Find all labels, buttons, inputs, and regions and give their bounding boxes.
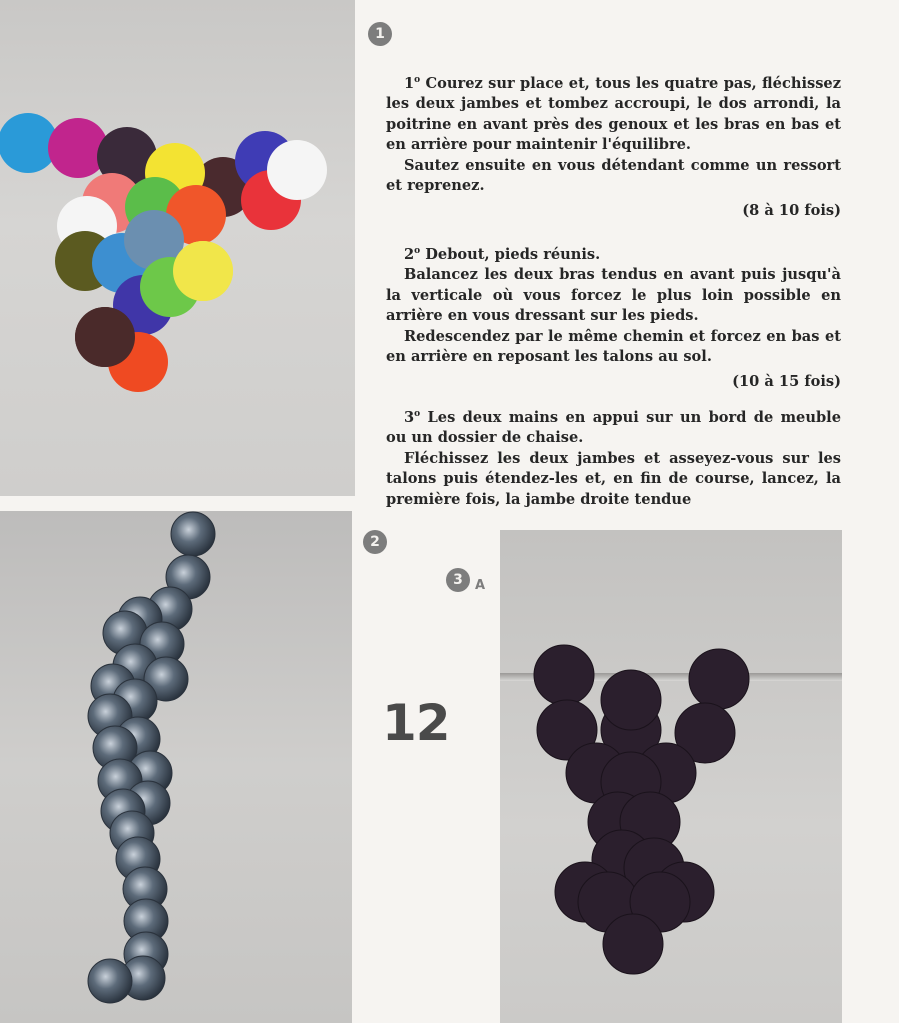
dot [689,649,749,709]
photo-metallic-dots-figure [0,511,352,1023]
dot [601,670,661,730]
exercise-1-text [386,70,841,227]
exercise-3-text [386,404,841,510]
exercise-2-paragraph-2: Balancez les deux bras tendus en avant puis jusqu'à la verticale où vous forcez le plus loin possible en arrière en vous dressant sur les pieds. [386,266,841,325]
dot [171,512,215,556]
dot [534,645,594,705]
exercise-2-text [386,241,841,398]
exercise-1-paragraph-1: 1$^o$ Courez sur place et, tous les quatre pas, fléchissez les deux jambes et tombez accroupi, le dos arrondi, la poitrine en avant près des genoux et les bras en bas et en arrière pour maintenir l'équilibre. [386,74,841,154]
exercise-3-body: Les deux mains en appui sur un bord de meuble ou un dossier de chaise. [386,408,841,447]
figure-number-badge-1: 1 [368,22,392,46]
exercise-2-reps: (10 à 15 fois) [732,372,841,390]
exercise-3-paragraph-1: 3$^o$ Les deux mains en appui sur un bord de meuble ou un dossier de chaise. [386,408,841,447]
photo-colorful-dots-figure [0,0,355,496]
figure-number-badge-2: 2 [363,530,387,554]
exercise-2-paragraph-3: Redescendez par le même chemin et forcez en bas et en arrière en reposant les talons au sol. [386,327,841,366]
exercise-number: 2 [404,245,415,263]
dot [75,307,135,367]
exercise-1-body: Courez sur place et, tous les quatre pas, fléchissez les deux jambes et tombez accroupi, le dos arrondi, la poitrine en avant près des genoux et les bras en bas et en arrière pour maintenir l'équilibre. [386,74,841,154]
figure-number-badge-3-letter: A [475,578,486,593]
exercise-number: 3 [404,408,415,426]
exercise-2-body: Debout, pieds réunis. [425,245,601,263]
colorful-dots-illustration [0,0,355,496]
dot [603,914,663,974]
exercise-1-reps: (8 à 10 fois) [742,201,841,219]
metallic-dots-illustration [0,511,352,1023]
photo-dark-dots-figure [500,530,842,1023]
dark-dots-illustration [500,530,842,1023]
figure-number-badge-3: 3 [446,568,470,592]
exercise-3-paragraph-2: Fléchissez les deux jambes et asseyez-vous sur les talons puis étendez-les et, en fin de course, lancez, la première fois, la jambe droite tendue [386,449,841,508]
dot [88,959,132,1003]
exercise-1-paragraph-2: Sautez ensuite en vous détendant comme un ressort et reprenez. [386,156,841,195]
exercise-2-paragraph-1: 2$^o$ Debout, pieds réunis. [404,245,601,263]
dot [267,140,327,200]
dot [173,241,233,301]
page-number: 12 [382,694,450,752]
exercise-number: 1 [404,74,415,92]
